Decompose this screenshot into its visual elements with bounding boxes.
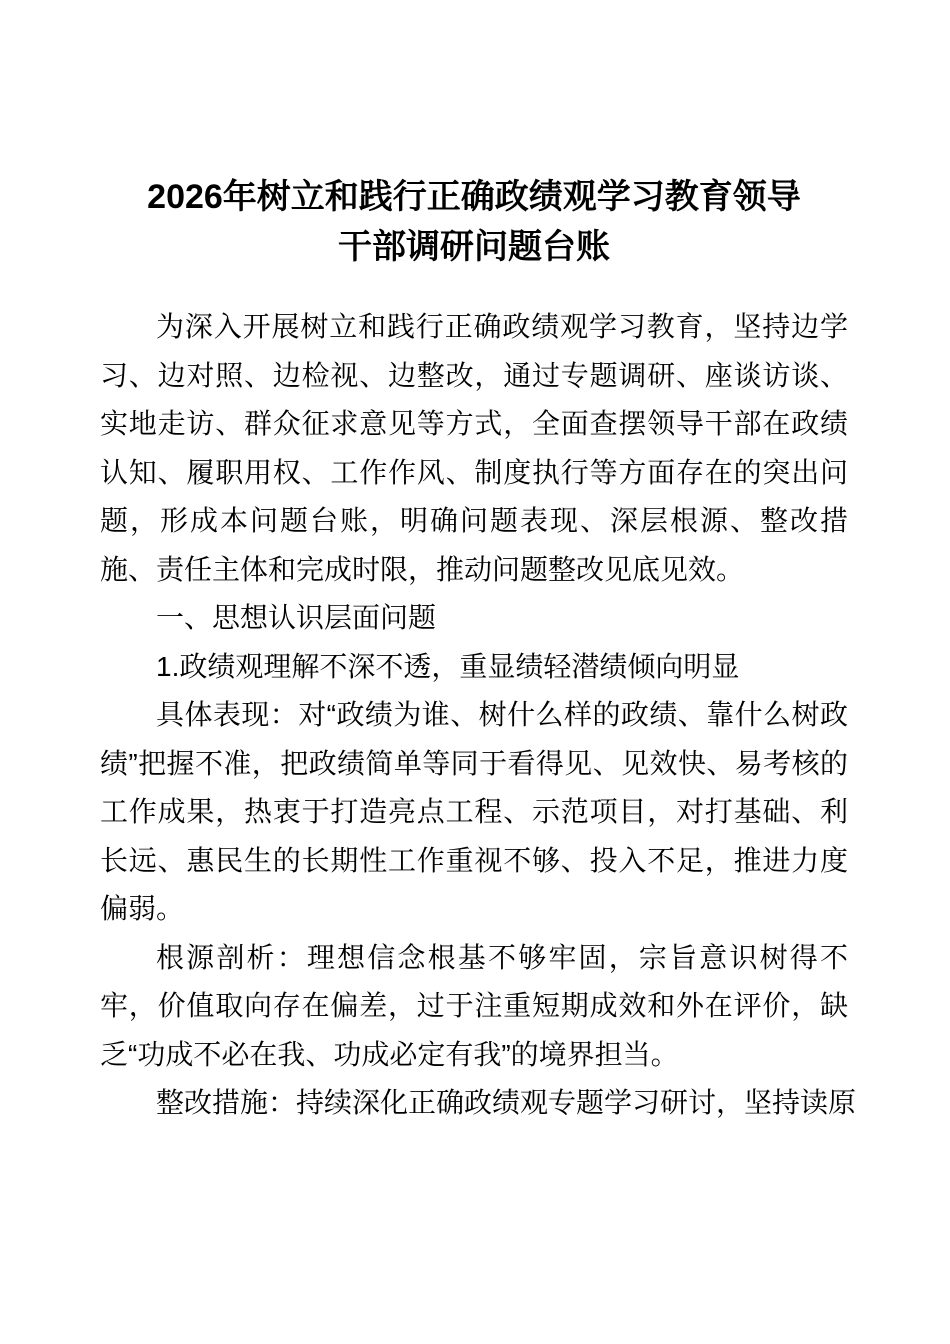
page-title-line-1: 2026年树立和践行正确政绩观学习教育领导	[147, 178, 801, 216]
item-heading-1: 1.政绩观理解不深不透，重显绩轻潜绩倾向明显	[156, 650, 740, 682]
section-heading-one: 一、思想认识层面问题	[156, 602, 437, 633]
page-title	[100, 0, 848, 272]
root-cause-paragraph: 根源剖析：理想信念根基不够牢固，宗旨意识树得不牢，价值取向存在偏差，过于注重短期成效和外在评价，缺乏“功成不必在我、功成必定有我”的境界担当。	[100, 941, 848, 1070]
page-title-line-2: 干部调研问题台账	[338, 228, 610, 266]
rectification-paragraph: 整改措施：持续深化正确政绩观专题学习研讨，坚持读原	[156, 1087, 857, 1118]
manifestation-paragraph: 具体表现：对“政绩为谁、树什么样的政绩、靠什么树政绩”把握不准，把政绩简单等同于看得见、见效快、易考核的工作成果，热衷于打造亮点工程、示范项目，对打基础、利长远、惠民生的长期性工作重视不够、投入不足，推进力度偏弱。	[100, 699, 848, 924]
document-content	[100, 0, 857, 1128]
intro-paragraph: 为深入开展树立和践行正确政绩观学习教育，坚持边学习、边对照、边检视、边整改，通过专题调研、座谈访谈、实地走访、群众征求意见等方式，全面查摆领导干部在政绩认知、履职用权、工作作风、制度执行等方面存在的突出问题，形成本问题台账，明确问题表现、深层根源、整改措施、责任主体和完成时限，推动问题整改见底见效。	[100, 311, 848, 585]
